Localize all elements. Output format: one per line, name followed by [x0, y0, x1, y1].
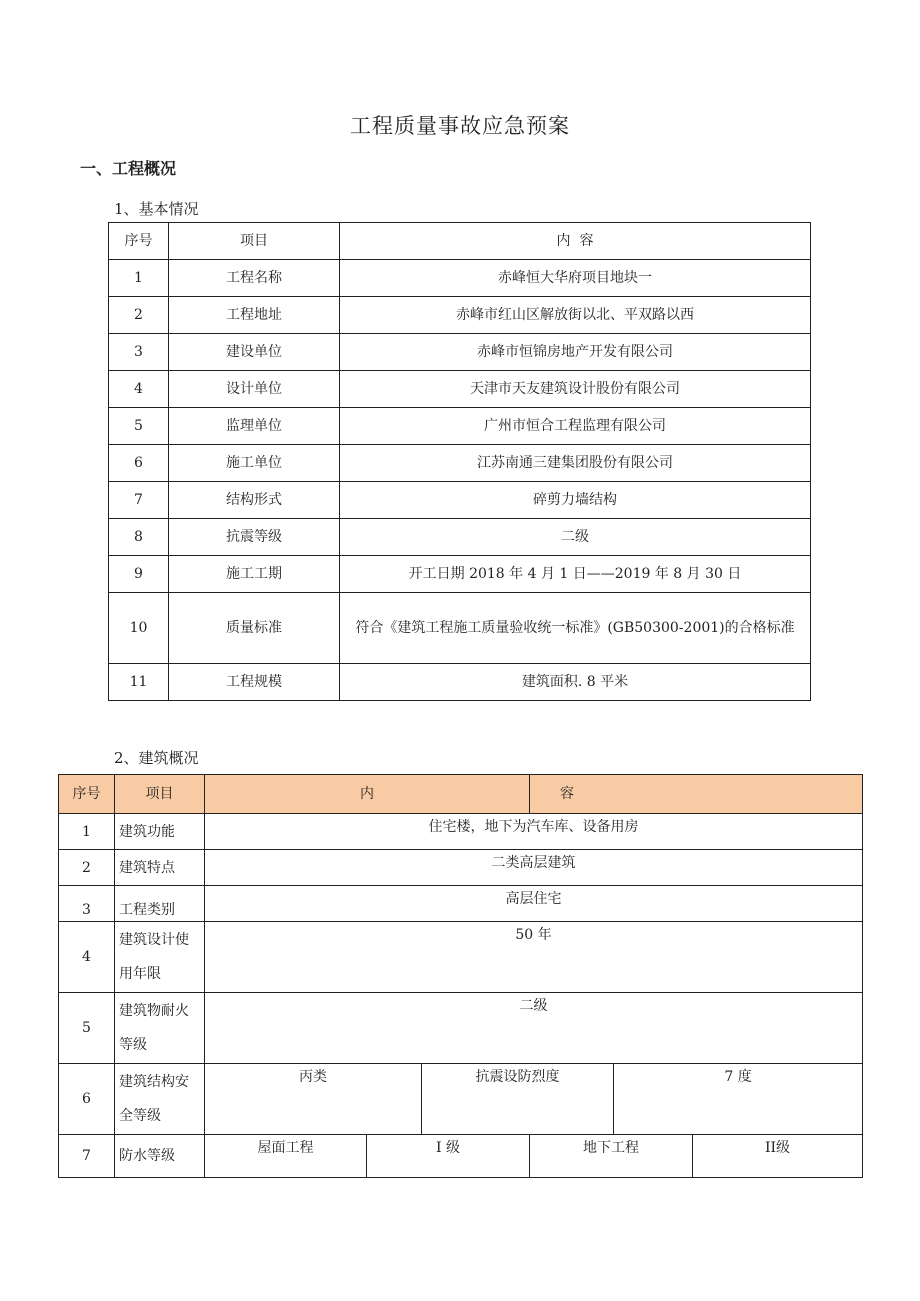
row-item: 建筑设计使用年限 — [115, 922, 205, 993]
row-item: 防水等级 — [115, 1135, 205, 1178]
row-content: 天津市天友建筑设计股份有限公司 — [340, 371, 811, 408]
row-number: 7 — [59, 1135, 115, 1178]
row-content-3: 地下工程 — [530, 1135, 693, 1178]
row-number: 6 — [59, 1064, 115, 1135]
table-row — [109, 593, 811, 664]
table-row — [109, 408, 811, 445]
table-row — [59, 1135, 863, 1178]
row-content: 碎剪力墙结构 — [340, 482, 811, 519]
table-row — [109, 371, 811, 408]
row-item: 建筑物耐火等级 — [115, 993, 205, 1064]
header-cell: 内 — [205, 775, 530, 814]
subsection-heading-basic: 1、基本情况 — [114, 200, 199, 218]
table-row — [59, 1064, 863, 1135]
row-item: 工程地址 — [169, 297, 340, 334]
row-content: 赤峰市红山区解放街以北、平双路以西 — [340, 297, 811, 334]
table-row — [59, 993, 863, 1064]
row-item: 工程名称 — [169, 260, 340, 297]
row-item: 质量标准 — [169, 593, 340, 664]
table-row — [59, 814, 863, 850]
row-content: 二级 — [205, 993, 863, 1064]
row-content: 江苏南通三建集团股份有限公司 — [340, 445, 811, 482]
row-number: 2 — [109, 297, 169, 334]
table-row — [109, 556, 811, 593]
row-number: 2 — [59, 850, 115, 886]
row-item: 结构形式 — [169, 482, 340, 519]
row-number: 6 — [109, 445, 169, 482]
header-cell: 项目 — [115, 775, 205, 814]
row-number: 4 — [59, 922, 115, 993]
header-cell: 项目 — [169, 223, 340, 260]
row-number: 10 — [109, 593, 169, 664]
row-content-3: 7 度 — [614, 1064, 863, 1135]
basic-info-table — [108, 222, 811, 701]
table-row — [109, 664, 811, 701]
document-title: 工程质量事故应急预案 — [350, 114, 570, 138]
row-content-4: II级 — [693, 1135, 863, 1178]
row-number: 1 — [59, 814, 115, 850]
row-content: 建筑面积. 8 平米 — [340, 664, 811, 701]
table-row — [109, 482, 811, 519]
row-item: 建筑功能 — [115, 814, 205, 850]
row-content: 高层住宅 — [205, 886, 863, 922]
row-number: 9 — [109, 556, 169, 593]
header-cell: 容 — [530, 775, 863, 814]
header-cell: 内 容 — [340, 223, 811, 260]
row-content: 50 年 — [205, 922, 863, 993]
row-item: 抗震等级 — [169, 519, 340, 556]
row-content: 开工日期 2018 年 4 月 1 日——2019 年 8 月 30 日 — [340, 556, 811, 593]
table-row — [109, 445, 811, 482]
row-item: 工程类别 — [115, 886, 205, 922]
row-number: 8 — [109, 519, 169, 556]
row-content: 广州市恒合工程监理有限公司 — [340, 408, 811, 445]
row-content-1: 屋面工程 — [205, 1135, 367, 1178]
row-content: 二类高层建筑 — [205, 850, 863, 886]
row-content: 符合《建筑工程施工质量验收统一标准》(GB50300-2001)的合格标准 — [340, 593, 811, 664]
row-content: 赤峰市恒锦房地产开发有限公司 — [340, 334, 811, 371]
subsection-heading-building: 2、建筑概况 — [114, 749, 199, 767]
row-number: 3 — [59, 886, 115, 922]
header-cell: 序号 — [109, 223, 169, 260]
row-content-2: 抗震设防烈度 — [422, 1064, 614, 1135]
row-item: 施工工期 — [169, 556, 340, 593]
row-item: 建筑特点 — [115, 850, 205, 886]
row-content: 二级 — [340, 519, 811, 556]
table-row — [109, 334, 811, 371]
row-number: 1 — [109, 260, 169, 297]
row-content-2: I 级 — [367, 1135, 530, 1178]
row-number: 7 — [109, 482, 169, 519]
table-header-row — [59, 775, 863, 814]
row-content: 住宅楼，地下为汽车库、设备用房 — [205, 814, 863, 850]
row-item: 建设单位 — [169, 334, 340, 371]
table-row — [109, 297, 811, 334]
table-header-row — [109, 223, 811, 260]
table-row — [109, 260, 811, 297]
row-number: 11 — [109, 664, 169, 701]
table-row — [59, 886, 863, 922]
row-content-1: 丙类 — [205, 1064, 422, 1135]
row-number: 4 — [109, 371, 169, 408]
table-row — [59, 850, 863, 886]
table-row — [59, 922, 863, 993]
section-heading: 一、工程概况 — [80, 159, 177, 178]
row-item: 工程规模 — [169, 664, 340, 701]
row-item: 建筑结构安全等级 — [115, 1064, 205, 1135]
row-item: 施工单位 — [169, 445, 340, 482]
table-row — [109, 519, 811, 556]
header-cell: 序号 — [59, 775, 115, 814]
building-overview-table — [58, 774, 863, 1178]
row-item: 设计单位 — [169, 371, 340, 408]
row-number: 3 — [109, 334, 169, 371]
row-item: 监理单位 — [169, 408, 340, 445]
row-number: 5 — [109, 408, 169, 445]
row-number: 5 — [59, 993, 115, 1064]
row-content: 赤峰恒大华府项目地块一 — [340, 260, 811, 297]
